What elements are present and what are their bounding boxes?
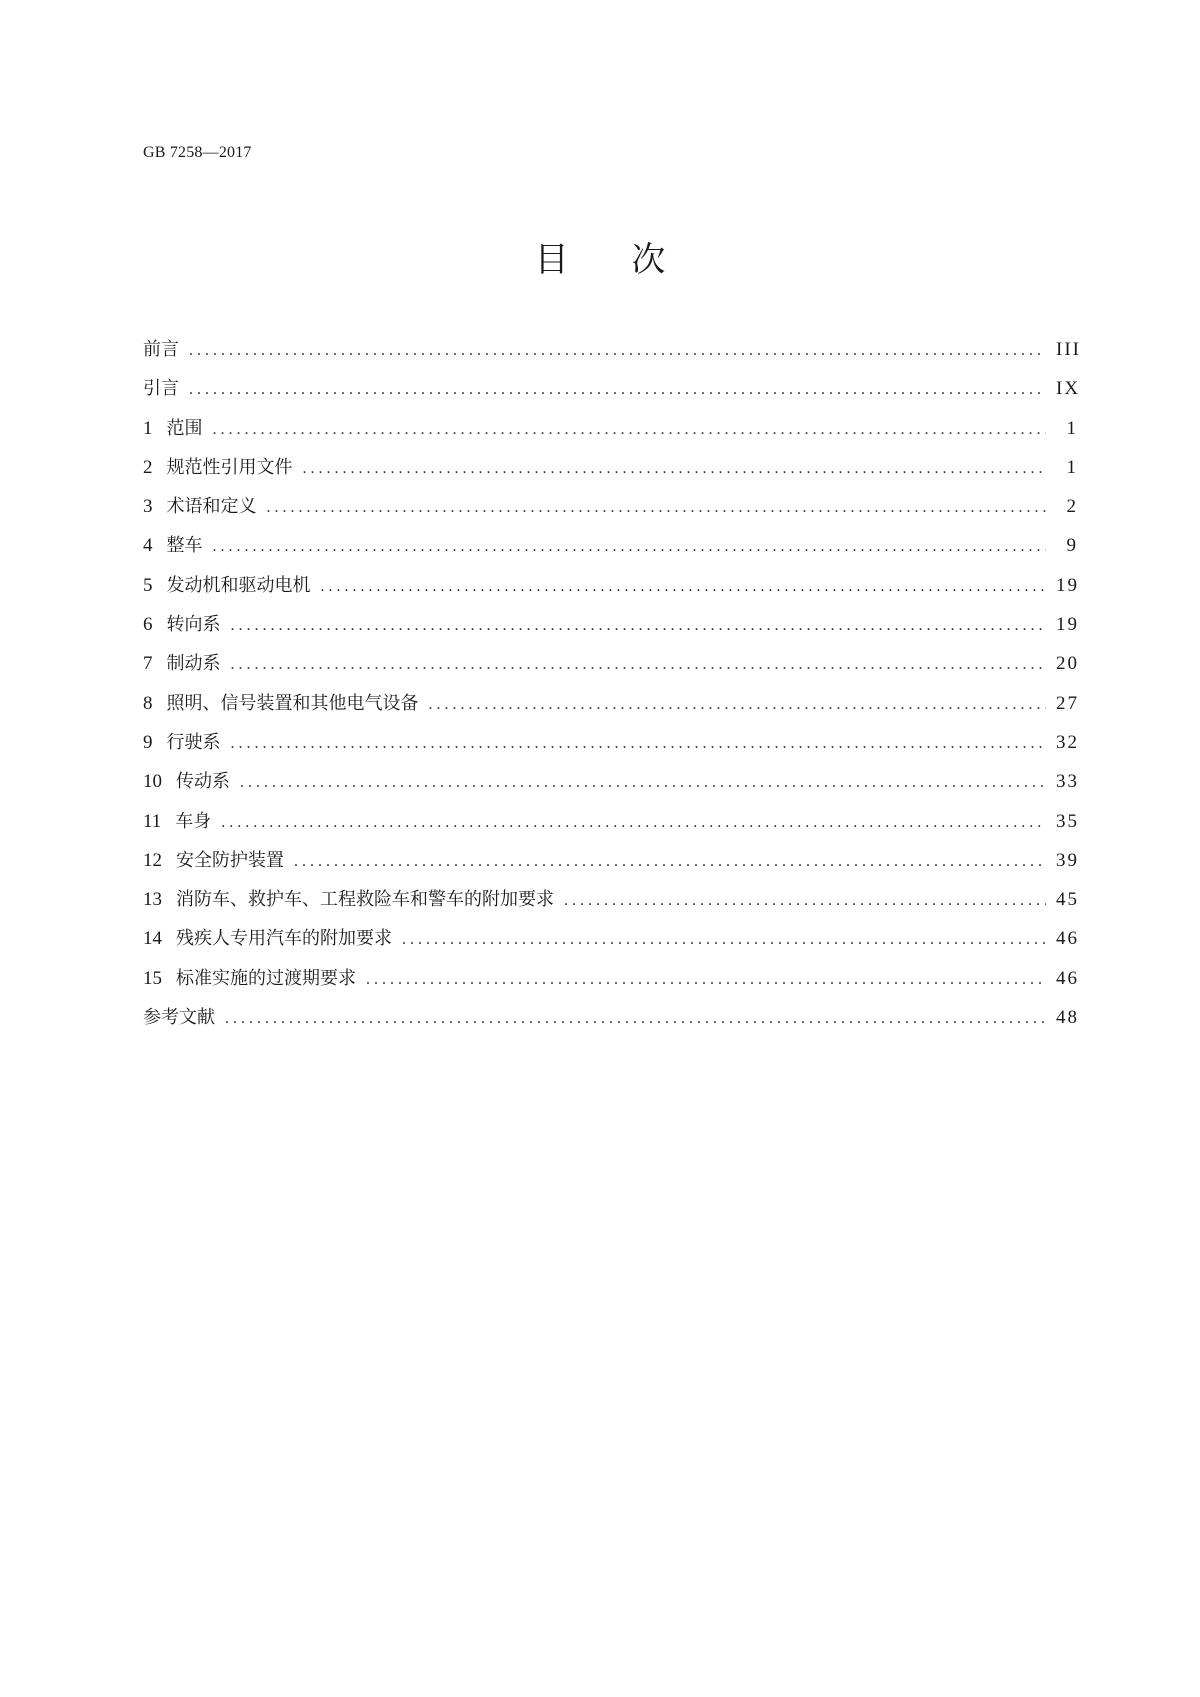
- toc-dot-leader: [225, 999, 1046, 1038]
- toc-entry-page: 27: [1056, 692, 1079, 714]
- toc-entry-number: 10: [143, 771, 162, 793]
- toc-entry-page: 1: [1066, 456, 1078, 478]
- toc-dot-leader: [321, 567, 1047, 606]
- toc-dot-leader: [189, 370, 1046, 409]
- toc-dot-leader: [221, 803, 1046, 842]
- toc-entry-page: 46: [1056, 928, 1079, 950]
- toc-entry-label: 前言: [143, 339, 179, 360]
- toc-entry[interactable]: [143, 841, 1078, 880]
- toc-dot-leader: [231, 606, 1047, 645]
- toc-entry[interactable]: [143, 448, 1078, 487]
- toc-entry-number: 5: [143, 574, 153, 596]
- toc-entry[interactable]: [143, 998, 1078, 1037]
- toc-entry-page: 33: [1056, 771, 1079, 793]
- toc-entry-number: 11: [143, 810, 162, 832]
- standard-number: GB 7258—2017: [143, 144, 252, 161]
- toc-dot-leader: [189, 331, 1046, 370]
- toc-entry[interactable]: [143, 723, 1078, 762]
- toc-entry[interactable]: [143, 487, 1078, 526]
- toc-entry[interactable]: [143, 802, 1078, 841]
- toc-entry-label: 残疾人专用汽车的附加要求: [176, 928, 392, 950]
- toc-entry-page: 35: [1056, 810, 1079, 832]
- toc-entry-label: 转向系: [166, 614, 221, 636]
- toc-entry-page: 45: [1056, 889, 1079, 911]
- toc-entry[interactable]: [143, 880, 1078, 919]
- toc-entry-page: 39: [1056, 849, 1079, 871]
- toc-entry-number: 8: [143, 692, 153, 714]
- toc-entry-label: 范围: [166, 417, 203, 439]
- toc-entry-number: 7: [143, 653, 153, 675]
- toc-entry-page: 48: [1056, 1007, 1079, 1029]
- toc-entry-label: 行驶系: [166, 731, 221, 753]
- toc-dot-leader: [366, 960, 1046, 999]
- toc-dot-leader: [294, 842, 1046, 881]
- toc-dot-leader: [564, 881, 1046, 920]
- toc-dot-leader: [303, 449, 1047, 488]
- toc-entry-page: IX: [1056, 378, 1081, 400]
- toc-entry[interactable]: [143, 605, 1078, 644]
- toc-entry-number: 2: [143, 456, 153, 478]
- toc-entry-label: 参考文献: [143, 1007, 215, 1029]
- toc-entry-page: 19: [1056, 574, 1079, 596]
- toc-entry-number: 1: [143, 417, 153, 439]
- toc-entry-number: 4: [143, 535, 153, 557]
- toc-entry[interactable]: [143, 526, 1078, 565]
- page-title: 目 次: [534, 240, 692, 280]
- toc-entry-label: 消防车、救护车、工程救险车和警车的附加要求: [176, 889, 554, 911]
- toc-dot-leader: [231, 724, 1047, 763]
- table-of-contents: [143, 330, 1081, 1037]
- toc-entry-label: 整车: [166, 535, 203, 557]
- toc-entry[interactable]: [143, 762, 1078, 801]
- toc-entry-page: 9: [1066, 535, 1078, 557]
- toc-entry-label: 发动机和驱动电机: [166, 574, 311, 596]
- toc-entry-label: 传动系: [176, 771, 230, 793]
- toc-entry[interactable]: [143, 409, 1078, 448]
- toc-entry[interactable]: [143, 919, 1078, 958]
- toc-entry-label: 引言: [143, 378, 179, 400]
- toc-entry[interactable]: [143, 644, 1078, 683]
- toc-entry-page: III: [1056, 339, 1081, 360]
- toc-entry-label: 标准实施的过渡期要求: [176, 967, 356, 989]
- toc-entry-page: 1: [1066, 417, 1078, 439]
- toc-entry-number: 13: [143, 889, 162, 911]
- toc-entry-number: 9: [143, 731, 153, 753]
- toc-dot-leader: [213, 410, 1047, 449]
- toc-entry-label: 规范性引用文件: [166, 456, 293, 478]
- toc-entry[interactable]: [143, 566, 1078, 605]
- toc-entry-number: 15: [143, 967, 162, 989]
- toc-entry-page: 32: [1056, 731, 1079, 753]
- toc-entry-page: 20: [1056, 653, 1079, 675]
- toc-dot-leader: [402, 920, 1046, 959]
- toc-entry-label: 术语和定义: [166, 496, 257, 518]
- toc-entry[interactable]: [143, 369, 1081, 408]
- toc-entry-number: 14: [143, 928, 162, 950]
- toc-entry[interactable]: [143, 684, 1078, 723]
- toc-entry-label: 照明、信号装置和其他电气设备: [166, 692, 419, 714]
- toc-entry-label: 制动系: [166, 653, 221, 675]
- toc-dot-leader: [213, 527, 1047, 566]
- toc-entry-label: 车身: [175, 810, 212, 832]
- toc-dot-leader: [429, 685, 1047, 724]
- toc-entry[interactable]: [143, 959, 1078, 998]
- toc-entry-number: 6: [143, 614, 153, 636]
- toc-entry-number: 12: [143, 849, 162, 871]
- toc-dot-leader: [231, 645, 1047, 684]
- toc-entry[interactable]: [143, 330, 1081, 369]
- toc-entry-page: 19: [1056, 614, 1079, 636]
- toc-entry-page: 2: [1066, 496, 1078, 518]
- toc-entry-number: 3: [143, 496, 153, 518]
- toc-entry-label: 安全防护装置: [176, 849, 284, 871]
- toc-dot-leader: [240, 763, 1046, 802]
- toc-entry-page: 46: [1056, 967, 1079, 989]
- toc-dot-leader: [267, 488, 1047, 527]
